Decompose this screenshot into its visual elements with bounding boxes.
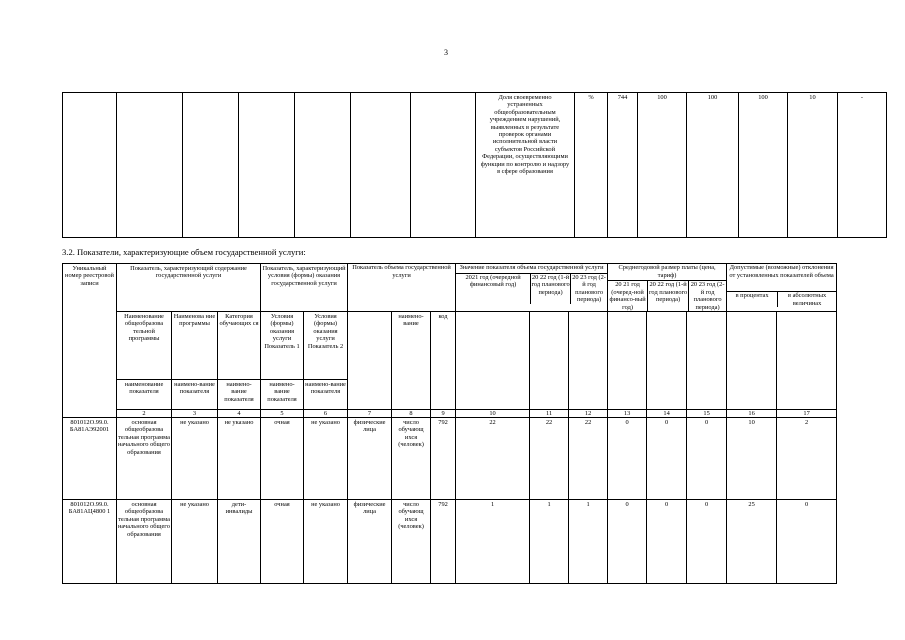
volume-indicators-table — [62, 263, 837, 584]
volume-indicator-header: Показатель объема государственной услуги — [348, 264, 456, 312]
value-year1: 1 — [456, 500, 530, 584]
column-number: 9 — [431, 410, 456, 418]
blank-header — [608, 312, 647, 410]
study-form: очная — [261, 500, 304, 584]
condition1-header: Условия (формы) оказания услуги Показатель 1 — [261, 312, 304, 380]
unit-code: 792 — [431, 418, 456, 500]
column-number: 14 — [647, 410, 687, 418]
table-row — [63, 500, 837, 584]
table-row — [63, 93, 887, 238]
unit-code: 792 — [431, 500, 456, 584]
quality-indicators-table-continuation — [62, 92, 887, 238]
column-number: 17 — [777, 410, 837, 418]
column-number: 7 — [348, 410, 392, 418]
program-type: основная общеобразова тельная программа начального общего образования — [117, 418, 172, 500]
deviation-group-title: Допустимые (возможные) отклонения от установленных показателей объема — [727, 264, 836, 292]
deviation-absolute: 0 — [777, 500, 837, 584]
program-name-header: Наименова ние программы — [172, 312, 218, 380]
deviation-header — [727, 264, 837, 312]
student-category-header: Категория обучающих ся — [218, 312, 261, 380]
unit-name: число обучающ ихся (человек) — [392, 500, 431, 584]
value-year3: 1 — [569, 500, 608, 584]
fee-year1-header: 20 21 год (очеред-ной финансо-вый год) — [608, 281, 648, 311]
content-indicator-header: Показатель, характеризующий содержание государственной услуги — [117, 264, 261, 312]
blank-header — [727, 312, 777, 410]
volume-name-spacer — [348, 312, 392, 410]
value-cell: 100 — [638, 93, 687, 238]
unit-name: % — [575, 93, 608, 238]
sub-label: наимено-вание показателя — [172, 380, 218, 410]
blank-header — [647, 312, 687, 410]
empty-cell — [239, 93, 295, 238]
study-form: очная — [261, 418, 304, 500]
value-group-title: Значение показателя объема государственной услуги — [456, 264, 607, 274]
fee-year2: 0 — [647, 500, 687, 584]
column-numbers-row — [63, 410, 837, 418]
value-cell: 100 — [739, 93, 788, 238]
fee-year2: 0 — [647, 418, 687, 500]
fee-year2-header: 20 22 год (1-й год планового периода) — [648, 281, 689, 311]
fee-year1: 0 — [608, 418, 647, 500]
indicator-name: Доля своевременно устраненных общеобразовательным учреждением нарушений, выявленных в результате проверок органами исполнительной власти субъектов Российской Федерации, осуществляющими функции по контролю и надзору в сфере образования — [476, 93, 575, 238]
program-type: основная общеобразова тельная программа начального общего образования — [117, 500, 172, 584]
okei-code: 744 — [608, 93, 638, 238]
fee-year3: 0 — [687, 418, 727, 500]
value-cell: - — [838, 93, 887, 238]
blank-header — [530, 312, 569, 410]
blank-header — [456, 312, 530, 410]
condition2: не указано — [304, 418, 348, 500]
fee-group-title: Среднегодовой размер платы (цена, тариф) — [608, 264, 726, 281]
value-subheaders — [456, 274, 607, 304]
column-number: 6 — [304, 410, 348, 418]
unit-code-header: код — [431, 312, 456, 410]
value-year1: 22 — [456, 418, 530, 500]
value-year3: 22 — [569, 418, 608, 500]
sub-label: наимено-вание показателя — [218, 380, 261, 410]
value-year1-header: 2021 год (очередной финансовый год) — [456, 274, 531, 304]
fee-year3-header: 20 23 год (2-й год планового периода) — [690, 281, 725, 311]
sub-label: наимено-вание показателя — [261, 380, 304, 410]
column-number: 4 — [218, 410, 261, 418]
column-number: 8 — [392, 410, 431, 418]
fee-header — [608, 264, 727, 312]
column-number: 3 — [172, 410, 218, 418]
empty-cell — [351, 93, 411, 238]
registry-number: 801012О.99.0. БА81АЭ92001 — [63, 418, 117, 500]
blank-header — [569, 312, 608, 410]
student-category: дети-инвалиды — [218, 500, 261, 584]
empty-cell — [183, 93, 239, 238]
registry-number: 801012О.99.0. БА81АЦ4800 1 — [63, 500, 117, 584]
deviation-absolute-header: в абсолютных величинах — [787, 292, 827, 307]
sub-label: наимено-вание показателя — [304, 380, 348, 410]
header-row-2 — [63, 312, 837, 380]
indicator-name: физические лица — [348, 418, 392, 500]
indicator-name: физические лица — [348, 500, 392, 584]
value-year3-header: 20 23 год (2-й год планового периода) — [572, 273, 606, 304]
fee-year3: 0 — [687, 500, 727, 584]
column-number: 2 — [117, 410, 172, 418]
column-number: 5 — [261, 410, 304, 418]
value-year2: 1 — [530, 500, 569, 584]
value-year2-header: 20 22 год (1-й год планового периода) — [531, 274, 571, 304]
empty-cell — [117, 93, 183, 238]
empty-cell — [295, 93, 351, 238]
program-name: не указано — [172, 418, 218, 500]
blank-header — [687, 312, 727, 410]
deviation-percent-header: в процентах — [727, 292, 778, 307]
table-row — [63, 418, 837, 500]
unit-name-header: наимено-вание — [392, 312, 431, 410]
header-row-1 — [63, 264, 837, 312]
condition2-header: Условия (формы) оказания услуги Показатель 2 — [304, 312, 348, 380]
column-number: 15 — [687, 410, 727, 418]
student-category: не указано — [218, 418, 261, 500]
empty-cell — [411, 93, 476, 238]
deviation-absolute: 2 — [777, 418, 837, 500]
column-number: 10 — [456, 410, 530, 418]
fee-subheaders — [608, 281, 726, 311]
fee-year1: 0 — [608, 500, 647, 584]
deviation-percent: 25 — [727, 500, 777, 584]
condition2: не указано — [304, 500, 348, 584]
value-cell: 10 — [788, 93, 838, 238]
program-type-header: Наименование общеобразова тельной программы — [117, 312, 172, 380]
page-number: 3 — [444, 48, 448, 57]
value-year2: 22 — [530, 418, 569, 500]
deviation-percent: 10 — [727, 418, 777, 500]
registry-number-header: Уникальный номер реестровой записи — [63, 264, 117, 418]
section-heading: 3.2. Показатели, характеризующие объем государственной услуги: — [62, 247, 306, 257]
column-number: 13 — [608, 410, 647, 418]
empty-cell — [63, 93, 117, 238]
deviation-subheaders — [727, 292, 836, 307]
column-number: 16 — [727, 410, 777, 418]
column-number: 12 — [569, 410, 608, 418]
program-name: не указано — [172, 500, 218, 584]
sub-label: наименование показателя — [117, 380, 172, 410]
unit-name: число обучающ ихся (человек) — [392, 418, 431, 500]
conditions-indicator-header: Показатель, характеризующий условия (формы) оказания государственной услуги — [261, 264, 348, 312]
blank-header — [777, 312, 837, 410]
value-indicator-header — [456, 264, 608, 312]
column-number: 11 — [530, 410, 569, 418]
value-cell: 100 — [687, 93, 739, 238]
